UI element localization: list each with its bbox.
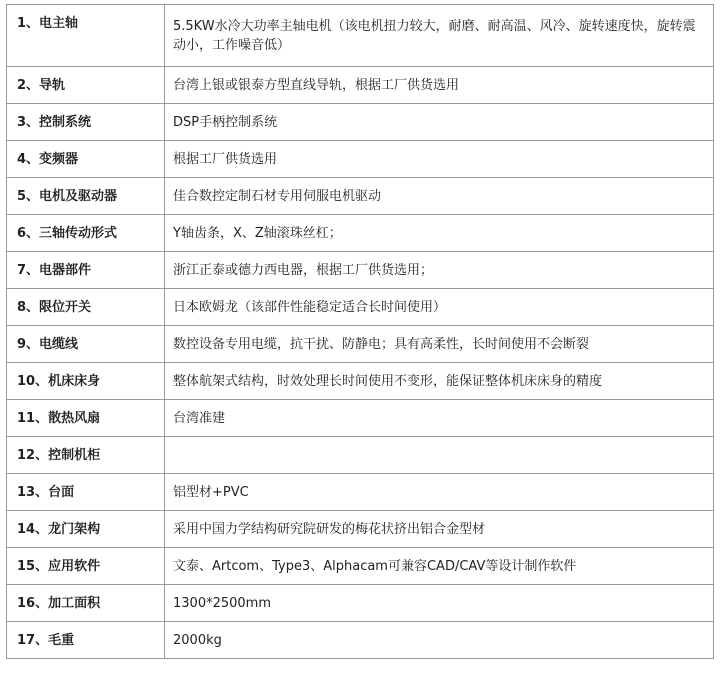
spec-label: 8、限位开关	[7, 289, 165, 326]
spec-label: 4、变频器	[7, 141, 165, 178]
table-row	[7, 141, 714, 178]
table-row	[7, 622, 714, 659]
spec-value: 2000kg	[165, 622, 714, 659]
spec-value: 数控设备专用电缆，抗干扰、防静电；具有高柔性，长时间使用不会断裂	[165, 326, 714, 363]
spec-label: 2、导轨	[7, 67, 165, 104]
spec-value: Y轴齿条，X、Z轴滚珠丝杠；	[165, 215, 714, 252]
table-row	[7, 400, 714, 437]
table-row	[7, 326, 714, 363]
table-row	[7, 437, 714, 474]
spec-value	[165, 437, 714, 474]
spec-value: 根据工厂供货选用	[165, 141, 714, 178]
spec-label: 10、机床床身	[7, 363, 165, 400]
spec-label: 16、加工面积	[7, 585, 165, 622]
spec-value: 采用中国力学结构研究院研发的梅花状挤出铝合金型材	[165, 511, 714, 548]
table-row	[7, 548, 714, 585]
spec-value: 日本欧姆龙（该部件性能稳定适合长时间使用）	[165, 289, 714, 326]
spec-value: 1300*2500mm	[165, 585, 714, 622]
table-row	[7, 474, 714, 511]
spec-value: 台湾上银或银泰方型直线导轨，根据工厂供货选用	[165, 67, 714, 104]
table-row	[7, 67, 714, 104]
table-row	[7, 585, 714, 622]
spec-value: 浙江正泰或德力西电器，根据工厂供货选用；	[165, 252, 714, 289]
table-row	[7, 252, 714, 289]
table-row	[7, 178, 714, 215]
spec-value: 佳合数控定制石材专用伺服电机驱动	[165, 178, 714, 215]
table-row	[7, 5, 714, 67]
table-row	[7, 363, 714, 400]
spec-label: 3、控制系统	[7, 104, 165, 141]
spec-label: 7、电器部件	[7, 252, 165, 289]
spec-value: 铝型材+PVC	[165, 474, 714, 511]
spec-label: 17、毛重	[7, 622, 165, 659]
spec-label: 6、三轴传动形式	[7, 215, 165, 252]
spec-label: 13、台面	[7, 474, 165, 511]
spec-value: 台湾准建	[165, 400, 714, 437]
spec-value: 文泰、Artcom、Type3、Alphacam可兼容CAD/CAV等设计制作软件	[165, 548, 714, 585]
spec-value: 5.5KW水冷大功率主轴电机（该电机扭力较大，耐磨、耐高温、风冷、旋转速度快，旋转震动小，工作噪音低）	[165, 5, 714, 67]
spec-label: 9、电缆线	[7, 326, 165, 363]
table-row	[7, 104, 714, 141]
table-row	[7, 215, 714, 252]
spec-value: 整体航架式结构，时效处理长时间使用不变形，能保证整体机床床身的精度	[165, 363, 714, 400]
table-row	[7, 289, 714, 326]
spec-table	[6, 4, 714, 659]
spec-label: 15、应用软件	[7, 548, 165, 585]
spec-label: 11、散热风扇	[7, 400, 165, 437]
spec-label: 1、电主轴	[7, 5, 165, 67]
spec-label: 14、龙门架构	[7, 511, 165, 548]
spec-value: DSP手柄控制系统	[165, 104, 714, 141]
spec-label: 5、电机及驱动器	[7, 178, 165, 215]
table-row	[7, 511, 714, 548]
spec-label: 12、控制机柜	[7, 437, 165, 474]
